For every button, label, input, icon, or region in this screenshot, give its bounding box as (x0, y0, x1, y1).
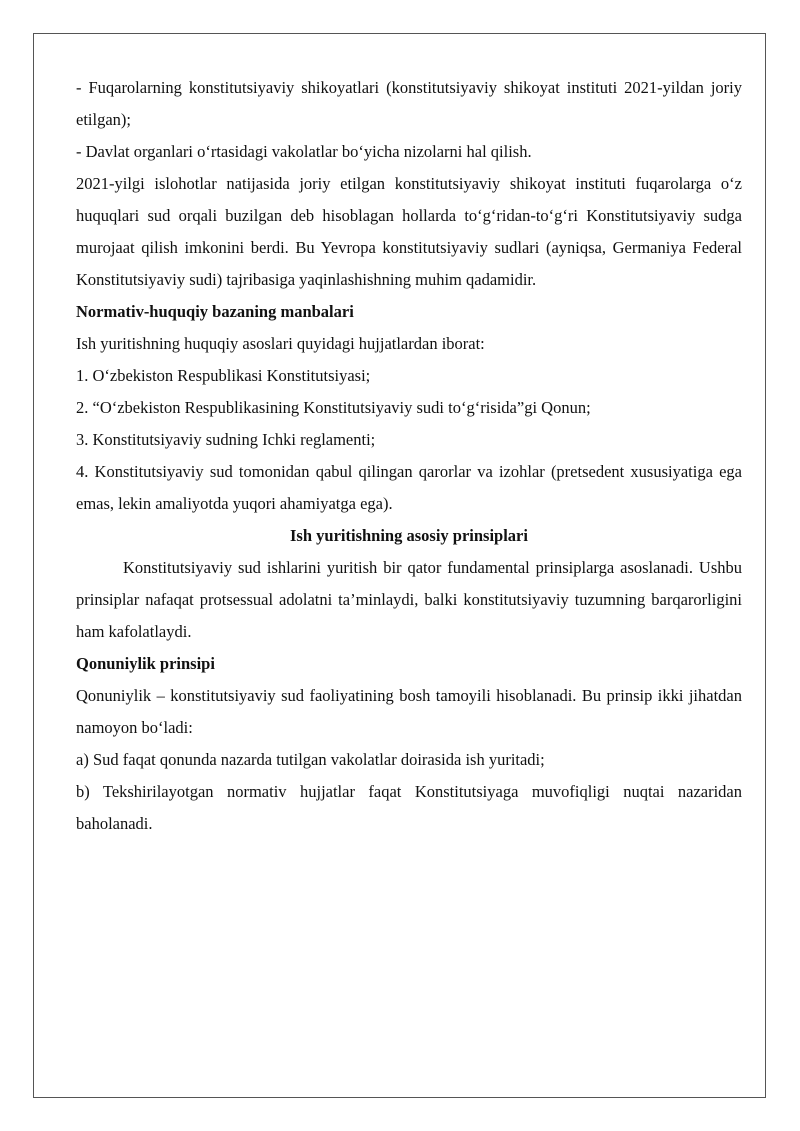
heading-legal-sources: Normativ-huquqiy bazaning manbalari (76, 302, 354, 321)
paragraph-reform-2021: 2021-yilgi islohotlar natijasida joriy etilgan konstitutsiyaviy shikoyat instituti fuqarolarga o‘z huquqlari sud orqali buzilgan deb hisoblagan hollarda to‘g‘ridan-to‘g‘ri Konstitutsiyaviy sudga murojaat qilish imkonini berdi. Bu Yevropa konstitutsiyaviy sudlari (ayniqsa, Germaniya Federal Konstitutsiyaviy sudi) tajribasiga yaqinlashishning muhim qadamidir. (76, 174, 742, 289)
list-item-law-on-court: 2. “O‘zbekiston Respublikasining Konstitutsiyaviy sudi to‘g‘risida”gi Qonun; (76, 398, 591, 417)
list-item-authority-disputes: - Davlat organlari o‘rtasidagi vakolatlar bo‘yicha nizolarni hal qilish. (76, 142, 532, 161)
list-item-constitution: 1. O‘zbekiston Respublikasi Konstitutsiyasi; (76, 366, 371, 385)
list-item-decisions: 4. Konstitutsiyaviy sud tomonidan qabul qilingan qarorlar va izohlar (pretsedent xususiyatiga ega emas, lekin amaliyotda yuqori ahamiyatga ega). (76, 462, 742, 513)
paragraph-legal-basis-intro: Ish yuritishning huquqiy asoslari quyidagi hujjatlardan iborat: (76, 334, 485, 353)
list-item-a: a) Sud faqat qonunda nazarda tutilgan vakolatlar doirasida ish yuritadi; (76, 750, 545, 769)
list-item-citizen-complaints: - Fuqarolarning konstitutsiyaviy shikoyatlari (konstitutsiyaviy shikoyat instituti 2021-yildan joriy etilgan); (76, 78, 742, 129)
heading-legality-principle: Qonuniylik prinsipi (76, 654, 215, 673)
paragraph-legality: Qonuniylik – konstitutsiyaviy sud faoliyatining bosh tamoyili hisoblanadi. Bu prinsip ikki jihatdan namoyon bo‘ladi: (76, 686, 742, 737)
list-item-internal-regulations: 3. Konstitutsiyaviy sudning Ichki reglamenti; (76, 430, 376, 449)
heading-principles: Ish yuritishning asosiy prinsiplari (290, 526, 528, 545)
document-body (76, 72, 742, 840)
list-item-b: b) Tekshirilayotgan normativ hujjatlar faqat Konstitutsiyaga muvofiqligi nuqtai nazaridan baholanadi. (76, 782, 742, 833)
paragraph-principles-intro: Konstitutsiyaviy sud ishlarini yuritish bir qator fundamental prinsiplarga asoslanadi. Ushbu prinsiplar nafaqat protsessual adolatni ta’minlaydi, balki konstitutsiyaviy tuzumning barqarorligini ham kafolatlaydi. (76, 558, 742, 641)
